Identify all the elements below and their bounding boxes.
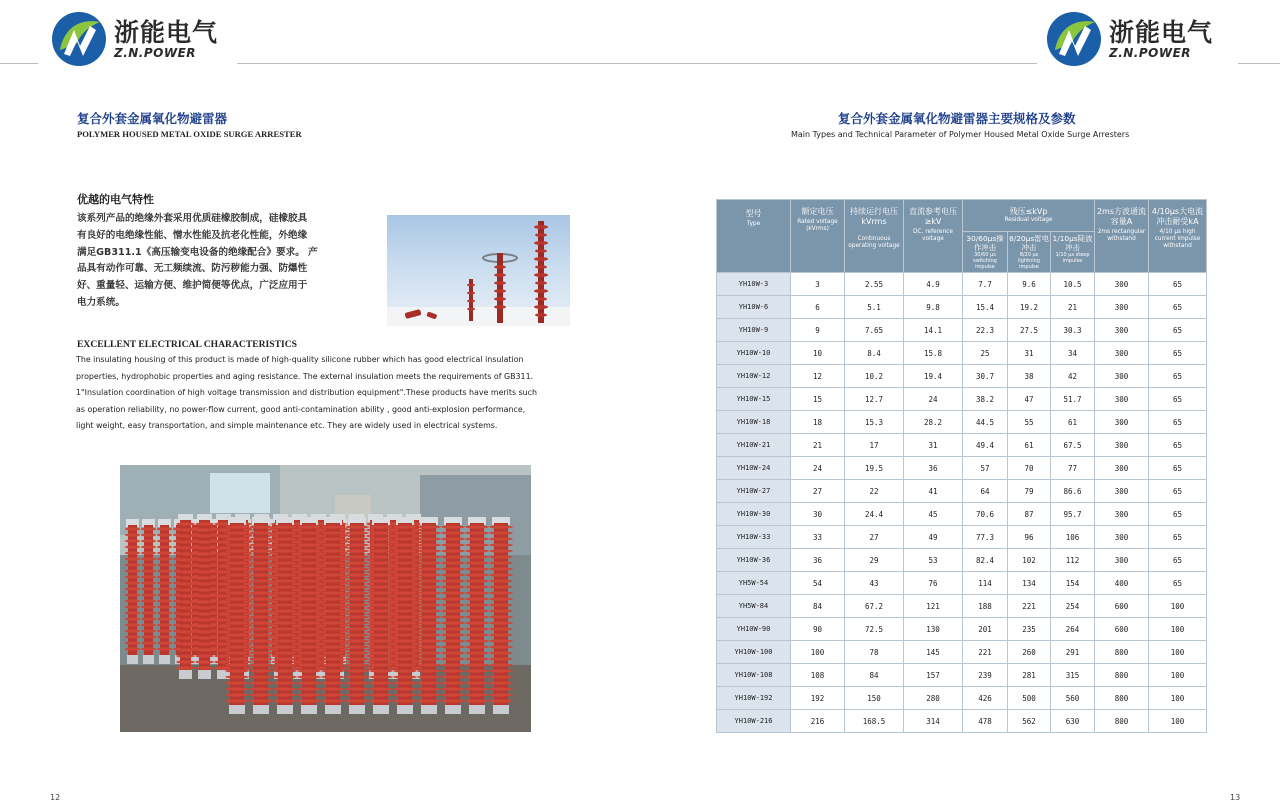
value-cell: 5.1 bbox=[845, 296, 904, 319]
value-cell: 76 bbox=[904, 572, 963, 595]
table-row bbox=[717, 618, 1207, 641]
value-cell: 21 bbox=[791, 434, 845, 457]
value-cell: 77.3 bbox=[963, 526, 1008, 549]
product-photo-small bbox=[387, 215, 570, 326]
page-number-right: 13 bbox=[1230, 793, 1241, 802]
header-dc-reference: 直流参考电压≥kV DC. reference voltage bbox=[904, 200, 963, 273]
left-title-cn: 复合外套金属氧化物避雷器 bbox=[77, 111, 228, 126]
value-cell: 84 bbox=[845, 664, 904, 687]
paragraph-line: 有良好的电绝缘性能、憎水性能及抗老化性能，外绝缘 bbox=[77, 229, 308, 241]
value-cell: 100 bbox=[1149, 664, 1207, 687]
value-cell: 100 bbox=[1149, 618, 1207, 641]
value-cell: 7.65 bbox=[845, 319, 904, 342]
value-cell: 500 bbox=[1008, 687, 1051, 710]
brand-name-en: Z.N.POWER bbox=[114, 45, 197, 60]
table-row bbox=[717, 687, 1207, 710]
header-rule-center bbox=[237, 63, 1037, 64]
value-cell: 168.5 bbox=[845, 710, 904, 733]
value-cell: 216 bbox=[791, 710, 845, 733]
value-cell: 57 bbox=[963, 457, 1008, 480]
value-cell: 254 bbox=[1051, 595, 1095, 618]
value-cell: 300 bbox=[1095, 365, 1149, 388]
value-cell: 36 bbox=[904, 457, 963, 480]
value-cell: 90 bbox=[791, 618, 845, 641]
type-cell: YH10W-10 bbox=[717, 342, 791, 365]
value-cell: 65 bbox=[1149, 549, 1207, 572]
value-cell: 100 bbox=[1149, 595, 1207, 618]
table-row bbox=[717, 411, 1207, 434]
value-cell: 4.9 bbox=[904, 273, 963, 296]
value-cell: 157 bbox=[904, 664, 963, 687]
value-cell: 18 bbox=[791, 411, 845, 434]
type-cell: YH10W-33 bbox=[717, 526, 791, 549]
value-cell: 30.3 bbox=[1051, 319, 1095, 342]
value-cell: 65 bbox=[1149, 526, 1207, 549]
value-cell: 65 bbox=[1149, 434, 1207, 457]
value-cell: 2.55 bbox=[845, 273, 904, 296]
type-cell: YH10W-18 bbox=[717, 411, 791, 434]
header-rule-left bbox=[0, 63, 38, 64]
value-cell: 17 bbox=[845, 434, 904, 457]
value-cell: 315 bbox=[1051, 664, 1095, 687]
value-cell: 112 bbox=[1051, 549, 1095, 572]
value-cell: 130 bbox=[904, 618, 963, 641]
value-cell: 106 bbox=[1051, 526, 1095, 549]
value-cell: 61 bbox=[1051, 411, 1095, 434]
value-cell: 42 bbox=[1051, 365, 1095, 388]
value-cell: 8.4 bbox=[845, 342, 904, 365]
value-cell: 314 bbox=[904, 710, 963, 733]
table-row bbox=[717, 664, 1207, 687]
table-row bbox=[717, 319, 1207, 342]
value-cell: 49 bbox=[904, 526, 963, 549]
value-cell: 65 bbox=[1149, 296, 1207, 319]
paragraph-line: The insulating housing of this product is made of high-quality silicone rubber which has good electrical insulation bbox=[76, 355, 524, 364]
type-cell: YH10W-9 bbox=[717, 319, 791, 342]
value-cell: 600 bbox=[1095, 618, 1149, 641]
value-cell: 27 bbox=[845, 526, 904, 549]
value-cell: 100 bbox=[1149, 710, 1207, 733]
value-cell: 19.2 bbox=[1008, 296, 1051, 319]
paragraph-en bbox=[76, 352, 578, 435]
value-cell: 300 bbox=[1095, 503, 1149, 526]
value-cell: 260 bbox=[1008, 641, 1051, 664]
value-cell: 31 bbox=[1008, 342, 1051, 365]
value-cell: 264 bbox=[1051, 618, 1095, 641]
type-cell: YH10W-24 bbox=[717, 457, 791, 480]
table-row bbox=[717, 526, 1207, 549]
value-cell: 70 bbox=[1008, 457, 1051, 480]
type-cell: YH5W-84 bbox=[717, 595, 791, 618]
type-cell: YH10W-12 bbox=[717, 365, 791, 388]
section-heading-en: EXCELLENT ELECTRICAL CHARACTERISTICS bbox=[77, 339, 298, 350]
value-cell: 100 bbox=[1149, 641, 1207, 664]
value-cell: 300 bbox=[1095, 549, 1149, 572]
value-cell: 150 bbox=[845, 687, 904, 710]
value-cell: 67.5 bbox=[1051, 434, 1095, 457]
type-cell: YH10W-192 bbox=[717, 687, 791, 710]
value-cell: 34 bbox=[1051, 342, 1095, 365]
logo-mark-icon bbox=[50, 10, 108, 68]
value-cell: 239 bbox=[963, 664, 1008, 687]
value-cell: 27 bbox=[791, 480, 845, 503]
header-rule-right bbox=[1238, 63, 1280, 64]
table-row bbox=[717, 480, 1207, 503]
paragraph-cn bbox=[77, 211, 339, 312]
value-cell: 800 bbox=[1095, 664, 1149, 687]
table-row bbox=[717, 641, 1207, 664]
brand-name-en: Z.N.POWER bbox=[1109, 45, 1192, 60]
value-cell: 300 bbox=[1095, 526, 1149, 549]
value-cell: 65 bbox=[1149, 480, 1207, 503]
brand-logo-right bbox=[1045, 10, 1213, 68]
value-cell: 61 bbox=[1008, 434, 1051, 457]
value-cell: 33 bbox=[791, 526, 845, 549]
value-cell: 24 bbox=[791, 457, 845, 480]
value-cell: 43 bbox=[845, 572, 904, 595]
type-cell: YH10W-216 bbox=[717, 710, 791, 733]
brand-logo-left bbox=[50, 10, 218, 68]
type-cell: YH10W-36 bbox=[717, 549, 791, 572]
value-cell: 22.3 bbox=[963, 319, 1008, 342]
type-cell: YH10W-90 bbox=[717, 618, 791, 641]
table-row bbox=[717, 365, 1207, 388]
value-cell: 65 bbox=[1149, 388, 1207, 411]
value-cell: 87 bbox=[1008, 503, 1051, 526]
value-cell: 9.6 bbox=[1008, 273, 1051, 296]
value-cell: 192 bbox=[791, 687, 845, 710]
paragraph-line: light weight, easy transportation, and simple maintenance etc. They are widely used in electrical systems. bbox=[76, 421, 498, 431]
type-cell: YH10W-6 bbox=[717, 296, 791, 319]
value-cell: 9.8 bbox=[904, 296, 963, 319]
value-cell: 65 bbox=[1149, 503, 1207, 526]
value-cell: 19.4 bbox=[904, 365, 963, 388]
value-cell: 630 bbox=[1051, 710, 1095, 733]
value-cell: 800 bbox=[1095, 641, 1149, 664]
value-cell: 31 bbox=[904, 434, 963, 457]
value-cell: 84 bbox=[791, 595, 845, 618]
value-cell: 300 bbox=[1095, 388, 1149, 411]
table-row bbox=[717, 388, 1207, 411]
value-cell: 800 bbox=[1095, 687, 1149, 710]
value-cell: 51.7 bbox=[1051, 388, 1095, 411]
value-cell: 221 bbox=[963, 641, 1008, 664]
table-row bbox=[717, 710, 1207, 733]
value-cell: 24.4 bbox=[845, 503, 904, 526]
value-cell: 562 bbox=[1008, 710, 1051, 733]
value-cell: 65 bbox=[1149, 319, 1207, 342]
value-cell: 55 bbox=[1008, 411, 1051, 434]
value-cell: 12 bbox=[791, 365, 845, 388]
type-cell: YH10W-30 bbox=[717, 503, 791, 526]
value-cell: 67.2 bbox=[845, 595, 904, 618]
value-cell: 300 bbox=[1095, 434, 1149, 457]
value-cell: 3 bbox=[791, 273, 845, 296]
value-cell: 21 bbox=[1051, 296, 1095, 319]
paragraph-line: properties, hydrophobic properties and aging resistance. The external insulation meets the requirements of GB311. bbox=[76, 371, 534, 381]
value-cell: 44.5 bbox=[963, 411, 1008, 434]
value-cell: 86.6 bbox=[1051, 480, 1095, 503]
value-cell: 65 bbox=[1149, 411, 1207, 434]
header-residual-voltage: 残压≤kVp Residual voltage bbox=[963, 200, 1095, 232]
value-cell: 121 bbox=[904, 595, 963, 618]
value-cell: 235 bbox=[1008, 618, 1051, 641]
value-cell: 600 bbox=[1095, 595, 1149, 618]
value-cell: 82.4 bbox=[963, 549, 1008, 572]
value-cell: 95.7 bbox=[1051, 503, 1095, 526]
type-cell: YH10W-15 bbox=[717, 388, 791, 411]
paragraph-line: 电力系统。 bbox=[77, 296, 125, 308]
value-cell: 38.2 bbox=[963, 388, 1008, 411]
header-rated-voltage: 额定电压 Rated voltage (kVrms) bbox=[791, 200, 845, 273]
value-cell: 72.5 bbox=[845, 618, 904, 641]
type-cell: YH10W-100 bbox=[717, 641, 791, 664]
table-row bbox=[717, 503, 1207, 526]
value-cell: 15 bbox=[791, 388, 845, 411]
value-cell: 38 bbox=[1008, 365, 1051, 388]
value-cell: 30.7 bbox=[963, 365, 1008, 388]
type-cell: YH5W-54 bbox=[717, 572, 791, 595]
value-cell: 64 bbox=[963, 480, 1008, 503]
header-switching-impulse: 30/60μs操作冲击 30/60 μs switching impulse bbox=[963, 232, 1008, 273]
value-cell: 9 bbox=[791, 319, 845, 342]
table-row bbox=[717, 342, 1207, 365]
value-cell: 114 bbox=[963, 572, 1008, 595]
value-cell: 300 bbox=[1095, 457, 1149, 480]
value-cell: 560 bbox=[1051, 687, 1095, 710]
value-cell: 102 bbox=[1008, 549, 1051, 572]
value-cell: 15.4 bbox=[963, 296, 1008, 319]
value-cell: 25 bbox=[963, 342, 1008, 365]
value-cell: 280 bbox=[904, 687, 963, 710]
value-cell: 300 bbox=[1095, 273, 1149, 296]
value-cell: 221 bbox=[1008, 595, 1051, 618]
spec-table bbox=[716, 199, 1207, 733]
paragraph-line: 品具有动作可靠、无工频续流、防污秽能力强、防爆性 bbox=[77, 263, 308, 275]
value-cell: 281 bbox=[1008, 664, 1051, 687]
right-subtitle-en: Main Types and Technical Parameter of Polymer Housed Metal Oxide Surge Arresters bbox=[791, 130, 1130, 139]
table-row bbox=[717, 273, 1207, 296]
value-cell: 27.5 bbox=[1008, 319, 1051, 342]
value-cell: 36 bbox=[791, 549, 845, 572]
value-cell: 49.4 bbox=[963, 434, 1008, 457]
value-cell: 478 bbox=[963, 710, 1008, 733]
factory-photo bbox=[120, 465, 531, 732]
value-cell: 188 bbox=[963, 595, 1008, 618]
value-cell: 134 bbox=[1008, 572, 1051, 595]
paragraph-line: 好、重量轻、运输方便、维护简便等优点，广泛应用于 bbox=[77, 280, 308, 292]
header-steep-impulse: 1/10μs陡波冲击 1/10 μs steep impulse bbox=[1051, 232, 1095, 273]
value-cell: 145 bbox=[904, 641, 963, 664]
value-cell: 45 bbox=[904, 503, 963, 526]
value-cell: 29 bbox=[845, 549, 904, 572]
table-row bbox=[717, 457, 1207, 480]
value-cell: 300 bbox=[1095, 411, 1149, 434]
left-title-en: POLYMER HOUSED METAL OXIDE SURGE ARRESTER bbox=[77, 129, 302, 139]
table-row bbox=[717, 434, 1207, 457]
table-row bbox=[717, 296, 1207, 319]
value-cell: 7.7 bbox=[963, 273, 1008, 296]
value-cell: 70.6 bbox=[963, 503, 1008, 526]
value-cell: 800 bbox=[1095, 710, 1149, 733]
value-cell: 65 bbox=[1149, 572, 1207, 595]
value-cell: 53 bbox=[904, 549, 963, 572]
logo-mark-icon bbox=[1045, 10, 1103, 68]
value-cell: 291 bbox=[1051, 641, 1095, 664]
value-cell: 78 bbox=[845, 641, 904, 664]
right-title-cn: 复合外套金属氧化物避雷器主要规格及参数 bbox=[838, 111, 1076, 126]
value-cell: 10.5 bbox=[1051, 273, 1095, 296]
value-cell: 426 bbox=[963, 687, 1008, 710]
value-cell: 24 bbox=[904, 388, 963, 411]
value-cell: 65 bbox=[1149, 365, 1207, 388]
value-cell: 201 bbox=[963, 618, 1008, 641]
value-cell: 10.2 bbox=[845, 365, 904, 388]
paragraph-line: 该系列产品的绝缘外套采用优质硅橡胶制成，硅橡胶具 bbox=[77, 213, 308, 224]
value-cell: 300 bbox=[1095, 296, 1149, 319]
value-cell: 100 bbox=[1149, 687, 1207, 710]
value-cell: 15.3 bbox=[845, 411, 904, 434]
value-cell: 154 bbox=[1051, 572, 1095, 595]
value-cell: 47 bbox=[1008, 388, 1051, 411]
value-cell: 15.8 bbox=[904, 342, 963, 365]
paragraph-line: 满足GB311.1《高压输变电设备的绝缘配合》要求。 产 bbox=[77, 246, 318, 258]
value-cell: 65 bbox=[1149, 457, 1207, 480]
brand-name-cn: 浙能电气 bbox=[114, 17, 219, 47]
value-cell: 65 bbox=[1149, 342, 1207, 365]
header-type: 型号 Type bbox=[717, 200, 791, 273]
value-cell: 28.2 bbox=[904, 411, 963, 434]
value-cell: 400 bbox=[1095, 572, 1149, 595]
value-cell: 65 bbox=[1149, 273, 1207, 296]
value-cell: 79 bbox=[1008, 480, 1051, 503]
value-cell: 22 bbox=[845, 480, 904, 503]
table-row bbox=[717, 572, 1207, 595]
value-cell: 100 bbox=[791, 641, 845, 664]
table-row bbox=[717, 549, 1207, 572]
value-cell: 108 bbox=[791, 664, 845, 687]
value-cell: 77 bbox=[1051, 457, 1095, 480]
type-cell: YH10W-108 bbox=[717, 664, 791, 687]
type-cell: YH10W-3 bbox=[717, 273, 791, 296]
brand-name-cn: 浙能电气 bbox=[1109, 17, 1214, 47]
value-cell: 300 bbox=[1095, 319, 1149, 342]
header-lightning-impulse: 8/20μs雷电冲击 8/20 μs lightning impulse bbox=[1008, 232, 1051, 273]
value-cell: 12.7 bbox=[845, 388, 904, 411]
value-cell: 6 bbox=[791, 296, 845, 319]
section-heading-cn: 优越的电气特性 bbox=[77, 193, 154, 206]
value-cell: 300 bbox=[1095, 480, 1149, 503]
header-high-current: 4/10μs大电流冲击耐受kA 4/10 μs high current impulse withstand bbox=[1149, 200, 1207, 273]
value-cell: 96 bbox=[1008, 526, 1051, 549]
type-cell: YH10W-27 bbox=[717, 480, 791, 503]
table-row bbox=[717, 595, 1207, 618]
value-cell: 300 bbox=[1095, 342, 1149, 365]
header-rectangular: 2ms方波通流容量A 2ms rectangular withstand bbox=[1095, 200, 1149, 273]
type-cell: YH10W-21 bbox=[717, 434, 791, 457]
paragraph-line: as operation reliability, no power-flow current, good anti-contamination ability , good anti-explosion performance, bbox=[76, 404, 526, 414]
value-cell: 54 bbox=[791, 572, 845, 595]
value-cell: 41 bbox=[904, 480, 963, 503]
page-number-left: 12 bbox=[50, 793, 61, 802]
value-cell: 14.1 bbox=[904, 319, 963, 342]
value-cell: 10 bbox=[791, 342, 845, 365]
header-continuous-voltage: 持续运行电压kVrms Continuous operating voltage bbox=[845, 200, 904, 273]
value-cell: 30 bbox=[791, 503, 845, 526]
value-cell: 19.5 bbox=[845, 457, 904, 480]
paragraph-line: 1"Insulation coordination of high voltage transmission and distribution equipment".These products have merits such bbox=[76, 388, 538, 398]
